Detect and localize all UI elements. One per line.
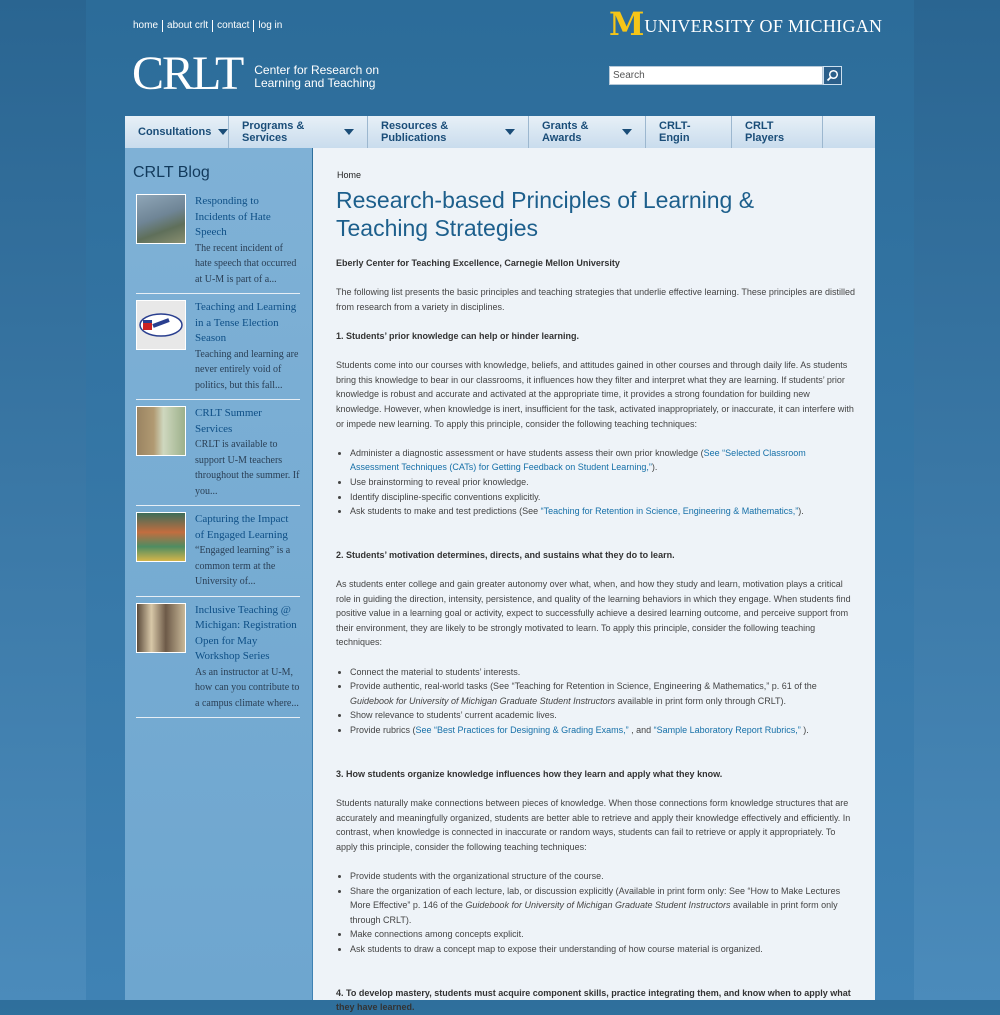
- block-m-icon: M: [609, 5, 644, 43]
- blog-item[interactable]: [136, 400, 300, 506]
- breadcrumb[interactable]: Home: [337, 170, 362, 180]
- blog-item-title[interactable]: Responding to Incidents of Hate Speech: [195, 195, 271, 238]
- blog-thumbnail-campus[interactable]: [136, 194, 186, 244]
- sidebar: [125, 148, 312, 1000]
- page-title: Research-based Principles of Learning & Teaching Strategies: [336, 187, 755, 241]
- nav-label: Grants & Awards: [542, 120, 589, 144]
- nav-home-link[interactable]: home: [133, 20, 159, 31]
- list-item: • Ask students to draw a concept map to expose their understanding of how course material is organized.: [350, 942, 856, 957]
- search-form: [609, 66, 843, 85]
- crlt-logo[interactable]: [132, 47, 384, 100]
- list-item: • Ask students to make and test predictions (See “Teaching for Retention in Science, Engineering & Mathematics,”).: [350, 504, 856, 519]
- list-item: • Connect the material to students’ interests.: [350, 665, 856, 680]
- list-item: • Make connections among concepts explicit.: [350, 927, 856, 942]
- blog-item-title[interactable]: Teaching and Learning in a Tense Election Season: [195, 301, 297, 344]
- voted-sticker-icon: [139, 312, 183, 338]
- search-input[interactable]: [609, 66, 823, 85]
- blog-item[interactable]: [136, 597, 300, 719]
- nav-label: Resources & Publications: [381, 120, 449, 144]
- blog-item-excerpt: “Engaged learning” is a common term at the University of...: [195, 545, 291, 587]
- nav-resources-publications[interactable]: [368, 116, 529, 148]
- list-item: • Provide students with the organizational structure of the course.: [350, 869, 856, 884]
- principle-1-text: Students come into our courses with knowledge, beliefs, and attitudes gained in other courses and through daily life. As students bring this knowledge to bear in our classrooms, it influences how they filter and interpret what they are learning. If students’ prior knowledge is robust and accurate and activated at the appropriate time, it provides a strong foundation for building new knowledge. However, when knowledge is inert, insufficient for the task, activated inappropriately, or inaccurate, it can interfere with or impede new learning. To apply this principle, consider the following teaching techniques:: [336, 360, 854, 429]
- chevron-down-icon: [505, 129, 515, 135]
- nav-label: CRLT-Engin: [659, 120, 691, 144]
- principle-1-heading: 1. Students’ prior knowledge can help or hinder learning.: [336, 330, 580, 341]
- article-source: Eberly Center for Teaching Excellence, Carnegie Mellon University: [336, 258, 620, 268]
- utility-nav: [133, 20, 286, 32]
- blog-item[interactable]: [136, 506, 300, 597]
- nav-crlt-players[interactable]: [732, 116, 823, 148]
- blog-item-text: [195, 194, 300, 287]
- blog-item-excerpt: CRLT is available to support U-M teachers throughout the summer. If you...: [195, 439, 300, 497]
- um-logo-text: UNIVERSITY OF MICHIGAN: [644, 15, 883, 36]
- nav-label: Programs & Services: [242, 120, 305, 144]
- blog-thumbnail-tower[interactable]: [136, 406, 186, 456]
- principle-3-text: Students naturally make connections between pieces of knowledge. When those connections form knowledge structures that are accurately and meaningfully organized, students are better able to retrieve and apply their knowledge effectively and efficiently. In contrast, when knowledge is connected in inaccurate or random ways, students can fail to retrieve or apply it appropriately. To apply this principle, consider the following teaching techniques:: [336, 797, 851, 852]
- principle-2-text: As students enter college and gain greater autonomy over what, when, and how they study and learn, motivation plays a critical role in guiding the direction, intensity, persistence, and quality of the learning behaviors in which they engage. When students find positive value in a learning goal or activity, expect to successfully achieve a desired learning outcome, and perceive support from their environment, they are likely to be strongly motivated to learn. To apply this principle, consider the following teaching techniques:: [336, 579, 851, 648]
- crlt-logo-subtitle: Center for Research on Learning and Teaching: [254, 63, 379, 90]
- blog-item[interactable]: [136, 188, 300, 294]
- blog-item-text: [195, 603, 300, 712]
- principle-2-list: [336, 665, 856, 738]
- blog-item-text: [195, 406, 300, 499]
- blog-thumbnail-people[interactable]: [136, 603, 186, 653]
- principle-4-heading: 4. To develop mastery, students must acquire component skills, practice integrating them, and know when to apply what they have learned.: [336, 987, 851, 1013]
- list-item: • Show relevance to students’ current academic lives.: [350, 708, 856, 723]
- main-content: [313, 148, 875, 1013]
- nav-grants-awards[interactable]: [529, 116, 646, 148]
- principle-3-heading: 3. How students organize knowledge influences how they learn and apply what they know.: [336, 768, 723, 779]
- principle-3-list: [336, 869, 856, 957]
- main-nav: [125, 116, 875, 148]
- background-right: [914, 0, 1000, 1000]
- blog-item-excerpt: Teaching and learning are never entirely void of politics, but this fall...: [195, 348, 299, 391]
- blog-item-excerpt: As an instructor at U-M, how can you contribute to a campus climate where...: [195, 666, 300, 709]
- list-item: • Provide rubrics (See “Best Practices for Designing & Grading Exams,” , and “Sample Laboratory Report Rubrics,” ).: [350, 723, 856, 738]
- nav-about-link[interactable]: about crlt: [162, 20, 212, 32]
- list-item: • Use brainstorming to reveal prior knowledge.: [350, 475, 856, 490]
- blog-item-text: [195, 300, 300, 393]
- list-item: • Share the organization of each lecture, lab, or discussion explicitly (Available in print form only: See “How to Make Lectures More Effective” p. 146 of the Guidebook for University of Michigan Graduate Student Instructors available in print form only through CRLT).: [350, 884, 856, 928]
- chevron-down-icon: [622, 129, 632, 135]
- exams-link[interactable]: See “Best Practices for Designing & Grading Exams,”: [415, 725, 629, 735]
- nav-label: CRLT Players: [745, 120, 785, 144]
- crlt-logo-mark: CRLT: [132, 47, 243, 100]
- principle-1-list: [336, 446, 856, 519]
- nav-login-link[interactable]: log in: [253, 20, 286, 32]
- nav-contact-link[interactable]: contact: [212, 20, 253, 32]
- nav-label: Consultations: [138, 126, 212, 138]
- cats-link[interactable]: See “Selected Classroom Assessment Techniques (CATs) for Getting Feedback on Student Learning,”: [350, 447, 806, 473]
- blog-item-text: [195, 512, 300, 590]
- search-icon: [826, 69, 839, 82]
- blog-item-title[interactable]: CRLT Summer Services: [195, 407, 262, 435]
- blog-item-excerpt: The recent incident of hate speech that occurred at U-M is part of a...: [195, 242, 297, 285]
- blog-list: [136, 188, 300, 718]
- university-of-michigan-logo[interactable]: [609, 5, 883, 43]
- blog-item[interactable]: [136, 294, 300, 400]
- search-button[interactable]: [823, 66, 842, 85]
- blog-item-title[interactable]: Capturing the Impact of Engaged Learning: [195, 513, 289, 541]
- nav-programs-services[interactable]: [229, 116, 368, 148]
- rubrics-link[interactable]: “Sample Laboratory Report Rubrics,”: [653, 725, 801, 735]
- blog-item-title[interactable]: Inclusive Teaching @ Michigan: Registration Open for May Workshop Series: [195, 603, 297, 662]
- blog-title: CRLT Blog: [133, 164, 210, 181]
- list-item: • Administer a diagnostic assessment or have students assess their own prior knowledge (See “Selected Classroom Assessment Techniques (CATs) for Getting Feedback on Student Learning,”).: [350, 446, 856, 475]
- chevron-down-icon: [218, 129, 228, 135]
- principle-2-heading: 2. Students’ motivation determines, directs, and sustains what they do to learn.: [336, 549, 675, 560]
- nav-consultations[interactable]: [125, 116, 229, 148]
- blog-thumbnail-engaged[interactable]: [136, 512, 186, 562]
- retention-link[interactable]: “Teaching for Retention in Science, Engineering & Mathematics,”: [540, 506, 799, 517]
- article-intro: The following list presents the basic principles and teaching strategies that underlie effective learning. These principles are distilled from research from a variety in disciplines.: [336, 287, 855, 312]
- list-item: • Provide authentic, real-world tasks (See “Teaching for Retention in Science, Engineering & Mathematics,” p. 61 of the Guidebook for University of Michigan Graduate Student Instructors available in print form only through CRLT).: [350, 679, 856, 708]
- background-left: [0, 0, 86, 1000]
- chevron-down-icon: [344, 129, 354, 135]
- list-item: • Identify discipline-specific conventions explicitly.: [350, 490, 856, 505]
- article-body: [336, 256, 856, 1015]
- blog-thumbnail-voted[interactable]: [136, 300, 186, 350]
- nav-crlt-engin[interactable]: [646, 116, 732, 148]
